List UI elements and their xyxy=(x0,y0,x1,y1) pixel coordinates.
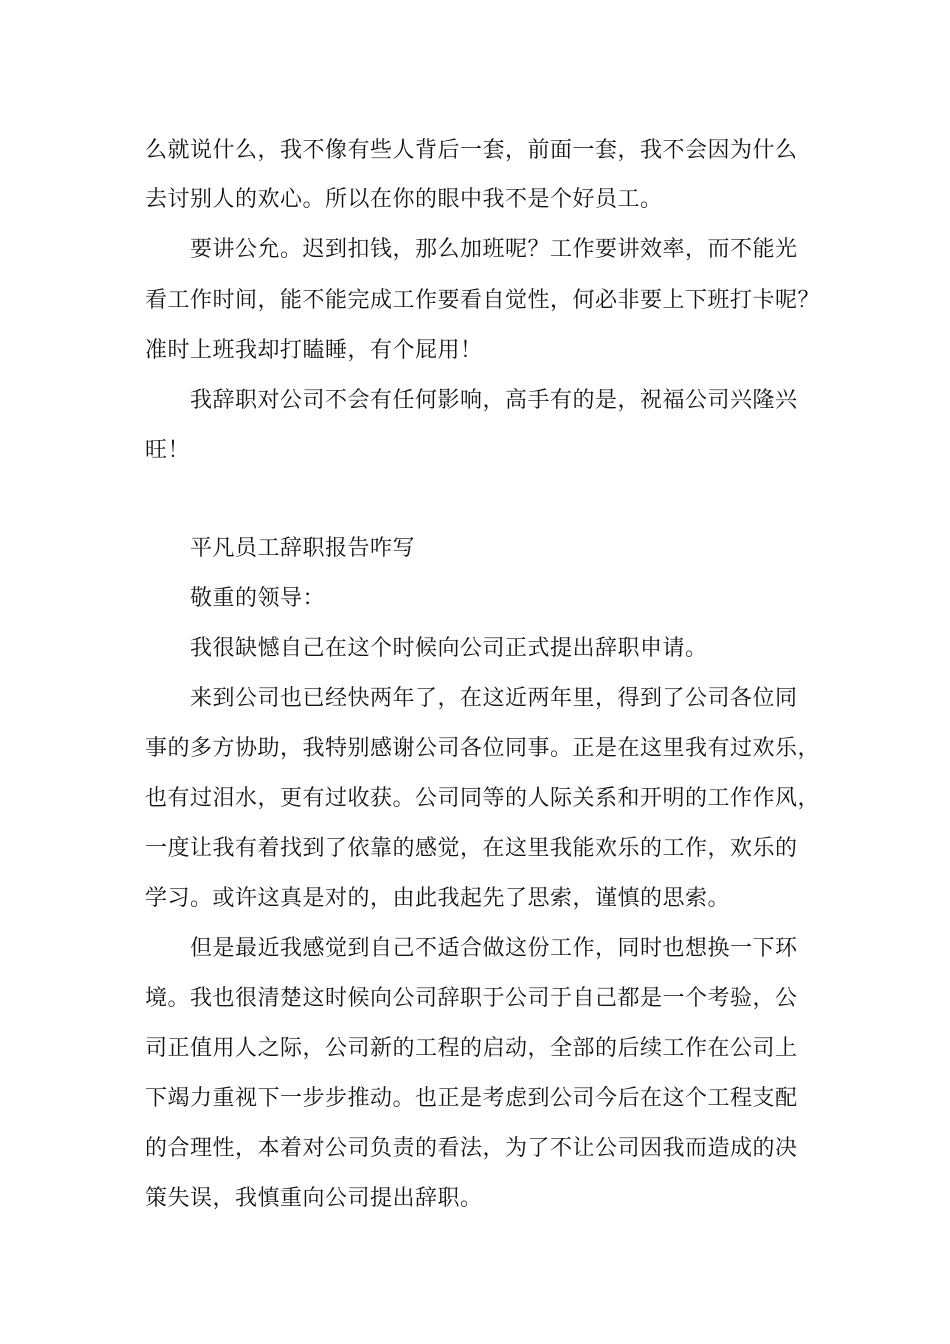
salutation: 敬重的领导： xyxy=(190,586,326,611)
paragraph-start: 但是最近我感觉到自己不适合做这份工作，同时也想换一下环 xyxy=(190,936,798,961)
text-line: 事的多方协助，我特别感谢公司各位同事。正是在这里我有过欢乐， xyxy=(145,736,821,761)
text-line: 看工作时间，能不能完成工作要看自觉性，何必非要上下班打卡呢？ xyxy=(145,288,821,313)
text-line: 么就说什么，我不像有些人背后一套，前面一套，我不会因为什么 xyxy=(145,138,798,163)
section-title: 平凡员工辞职报告咋写 xyxy=(190,536,416,561)
text-line: 策失误，我慎重向公司提出辞职。 xyxy=(145,1186,483,1211)
paragraph-start: 我辞职对公司不会有任何影响，高手有的是，祝福公司兴隆兴 xyxy=(190,388,798,413)
text-line: 的合理性，本着对公司负责的看法，为了不让公司因我而造成的决 xyxy=(145,1136,798,1161)
text-line: 学习。或许这真是对的，由此我起先了思索，谨慎的思索。 xyxy=(145,886,731,911)
paragraph-start: 要讲公允。迟到扣钱，那么加班呢？工作要讲效率，而不能光 xyxy=(190,237,798,262)
text-line: 下竭力重视下一步步推动。也正是考虑到公司今后在这个工程支配 xyxy=(145,1086,798,1111)
paragraph-start: 我很缺憾自己在这个时候向公司正式提出辞职申请。 xyxy=(190,636,708,661)
text-line: 也有过泪水，更有过收获。公司同等的人际关系和开明的工作作风， xyxy=(145,786,821,811)
text-line: 一度让我有着找到了依靠的感觉，在这里我能欢乐的工作，欢乐的 xyxy=(145,836,798,861)
text-line: 准时上班我却打瞌睡，有个屁用！ xyxy=(145,338,483,363)
paragraph-start: 来到公司也已经快两年了，在这近两年里，得到了公司各位同 xyxy=(190,686,798,711)
text-line: 去讨别人的欢心。所以在你的眼中我不是个好员工。 xyxy=(145,187,663,212)
text-line: 旺！ xyxy=(145,438,191,463)
text-line: 境。我也很清楚这时候向公司辞职于公司于自己都是一个考验，公 xyxy=(145,986,798,1011)
text-line: 司正值用人之际，公司新的工程的启动，全部的后续工作在公司上 xyxy=(145,1036,798,1061)
